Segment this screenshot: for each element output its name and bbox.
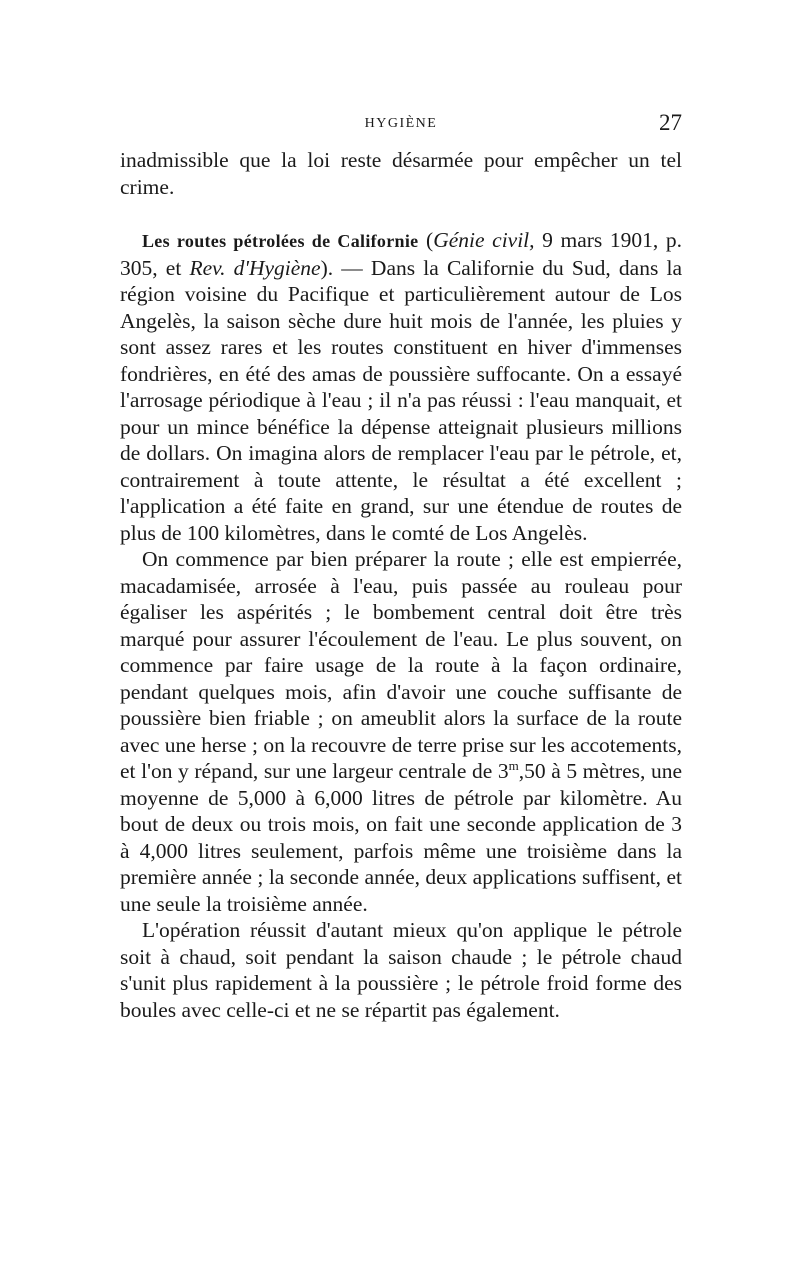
book-page <box>120 110 682 1023</box>
article-heading: Les routes pétrolées de Californie <box>142 231 419 251</box>
running-head <box>120 110 682 144</box>
page-number: 27 <box>659 110 682 135</box>
source-open: ( <box>418 228 434 252</box>
source-journal-second: Rev. d'Hygiène <box>189 255 321 280</box>
source-journal: Génie civil, <box>433 228 535 252</box>
article-body: ). — Dans la Californie du Sud, dans la région voisine du Pacifique et particulièrement autour de Los Angelès, la saison sèche dure huit mois de l'année, les pluies y sont assez rares et les routes constituent en hiver d'immenses fondrières, en été des amas de poussière suffocante. On a essayé l'arrosage périodique à l'eau ; il n'a pas réussi : l'eau manquait, et pour un mince bénéfice la dépense atteignait plusieurs millions de dollars. On imagina alors de remplacer l'eau par le pétrole, et, contrairement à toute attente, le résultat a été excellent ; l'application a été faite en grand, sur une étendue de routes de plus de 100 kilomètres, dans le comté de Los Angelès. <box>120 255 682 545</box>
paragraph-text-part-1: On commence par bien préparer la route ; elle est empierrée, macadamisée, arrosée à l'eau, puis passée au rouleau pour égaliser les aspérités ; le bombement central doit être très marqué pour assurer l'écoulement de l'eau. Le plus souvent, on commence par faire usage de la route à la façon ordinaire, pendant quelques mois, afin d'avoir une couche suffisante de poussière bien friable ; on ameublit alors la surface de la route avec une herse ; on la recouvre de terre prise sur les accotements, et l'on y répand, sur une largeur centrale de 3 <box>120 547 682 783</box>
source-details: 9 mars 1901, p. 305, et <box>120 228 682 280</box>
body-paragraph-final: L'opération réussit d'autant mieux qu'on applique le pétrole soit à chaud, soit pendant la saison chaude ; le pétrole chaud s'unit plus rapidement à la poussière ; le pétrole froid forme des boules avec celle-ci et ne se répartit pas également. <box>120 918 682 1022</box>
paragraph-continuation: inadmissible que la loi reste désarmée pour empêcher un tel crime. <box>120 148 682 199</box>
paragraph-text-part-2: ,50 à 5 mètres, une moyenne de 5,000 à 6,000 litres de pétrole par kilomètre. Au bout de deux ou trois mois, on fait une seconde application de 3 à 4,000 litres seulement, parfois même une troisième dans la première année ; la seconde année, deux applications suffisent, et une seule la troisième année. <box>120 759 682 916</box>
article-paragraph <box>120 227 682 546</box>
running-title: HYGIÈNE <box>364 116 438 131</box>
unit-superscript: m <box>508 757 519 773</box>
body-paragraph <box>120 546 682 917</box>
